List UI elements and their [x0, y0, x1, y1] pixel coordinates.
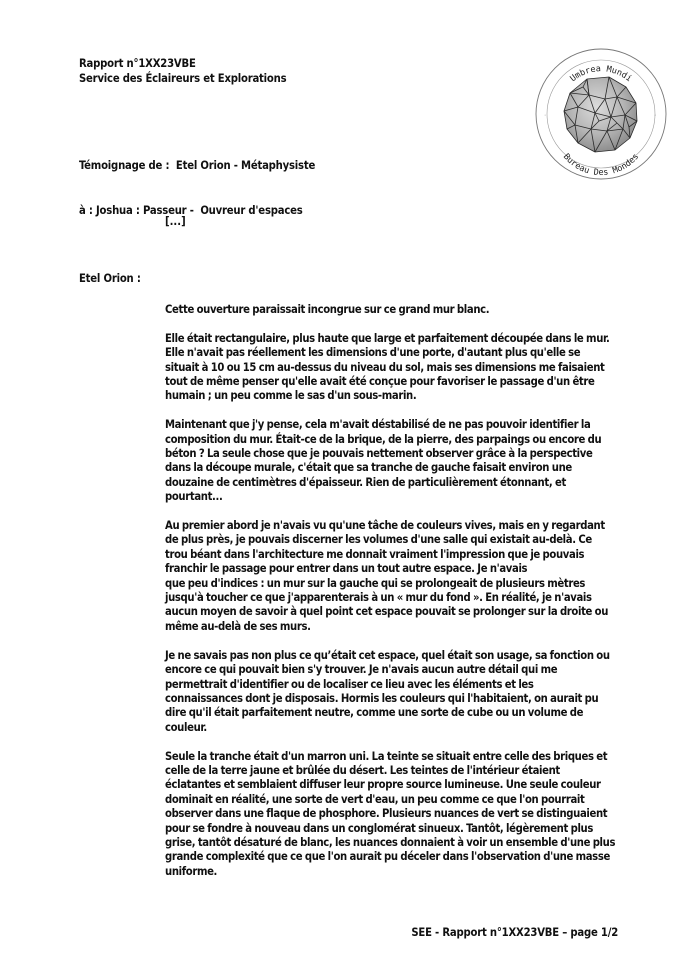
- text-line: observer dans une flaque de phosphore. Plusieurs nuances de vert se distinguaient: [165, 807, 608, 821]
- text-line: Elle était rectangulaire, plus haute que large et parfaitement découpée dans le mur.: [165, 331, 610, 345]
- text-line: jusqu'à toucher ce que j'apparenterais à un « mur du fond ». En réalité, je n'avais: [165, 591, 592, 605]
- text-line: tout de même penser qu'elle avait été conçue pour favoriser le passage d'un être: [165, 375, 595, 389]
- seal-right-dot: ◦: [654, 113, 657, 119]
- paragraph: [165, 332, 620, 404]
- faceted-gem-icon: [564, 77, 637, 152]
- text-line: Maintenant que j'y pense, cela m'avait déstabilisé de ne pas pouvoir identifier la: [165, 418, 591, 432]
- text-line: Seule la tranche était d'un marron uni. La teinte se situait entre celle des briques et: [165, 749, 608, 763]
- text-line: béton ? La seule chose que je pouvais nettement observer grâce à la perspective: [165, 447, 593, 461]
- emblem-top-text: Umbrea Mundi: [568, 64, 634, 85]
- text-line: de plus près, je pouvais discerner les volumes d'une salle qui existait au-delà. Ce: [165, 533, 592, 547]
- text-line: aucun moyen de savoir à quel point cet espace pouvait se prolonger sur la droite ou: [165, 605, 609, 619]
- text-line: même au-delà de ses murs.: [165, 619, 311, 633]
- text-line: Au premier abord je n'avais vu qu'une tâche de couleurs vives, mais en y regardant: [165, 519, 605, 533]
- paragraph: [165, 519, 620, 634]
- page-footer: SEE - Rapport n°1XX23VBE – page 1/2: [411, 926, 618, 939]
- paragraph: [165, 649, 620, 735]
- emblem-bottom-text: Bureau Des Mondes: [560, 151, 642, 178]
- faceted-globe-seal-icon: [533, 43, 669, 185]
- text-line: celle de la terre jaune et brûlée du désert. Les teintes de l'intérieur étaient: [165, 763, 560, 777]
- text-line: couleur.: [165, 720, 207, 734]
- text-line: Je ne savais pas non plus ce qu’était cet espace, quel était son usage, sa fonction ou: [165, 648, 610, 662]
- text-line: grande complexité que ce que l'on aurait pu déceler dans l'observation d'une masse: [165, 850, 610, 864]
- text-line: humain ; un peu comme le sas d'un sous-marin.: [165, 389, 417, 403]
- text-line: Elle n'avait pas réellement les dimensions d'une porte, d'autant plus qu'elle se: [165, 346, 581, 360]
- text-line: Cette ouverture paraissait incongrue sur ce grand mur blanc.: [165, 303, 490, 316]
- text-line: trou béant dans l'architecture me donnait vraiment l'impression que je pouvais: [165, 547, 585, 561]
- text-line: pour se fondre à nouveau dans un conglomérat sinueux. Tantôt, légèrement plus: [165, 821, 594, 835]
- text-line: composition du mur. Était-ce de la brique, de la pierre, des parpaings ou encore du: [165, 432, 602, 446]
- paragraph: [165, 750, 620, 880]
- text-line: grise, tantôt désaturé de blanc, les nuances donnaient à voir un ensemble d'une plus: [165, 835, 616, 849]
- speaker-label: Etel Orion :: [79, 272, 141, 285]
- text-line: connaissances dont je disposais. Hormis les couleurs qui l'habitaient, on aurait pu: [165, 691, 599, 705]
- paragraph: [165, 303, 620, 317]
- service-name: Service des Éclaireurs et Explorations: [79, 72, 287, 85]
- text-line: douzaine de centimètres d'épaisseur. Rien de particulièrement étonnant, et: [165, 475, 566, 489]
- testimony-line: Témoignage de : Etel Orion - Métaphysiste: [79, 159, 316, 172]
- text-line: encore ce qui pouvait bien s'y trouver. Je n'avais aucun autre détail qui me: [165, 663, 558, 677]
- text-line: uniforme.: [165, 864, 218, 878]
- text-line: franchir le passage pour entrer dans un tout autre espace. Je n'avais: [165, 562, 528, 576]
- text-line: situait à 10 ou 15 cm au-dessus du niveau du sol, mais ses dimensions me faisaient: [165, 360, 605, 374]
- report-number: Rapport n°1XX23VBE: [79, 57, 196, 70]
- seal-left-dot: ◦: [544, 113, 547, 119]
- emblem-seal: [533, 43, 669, 185]
- text-line: que peu d'indices : un mur sur la gauche qui se prolongeait de plusieurs mètres: [165, 576, 586, 590]
- text-line: éclatantes et semblaient diffuser leur propre source lumineuse. Une seule couleur: [165, 778, 601, 792]
- witness-info: [79, 128, 315, 233]
- text-line: dire qu'il était parfaitement neutre, comme une sorte de cube ou un volume de: [165, 706, 584, 720]
- testimony-body: [165, 303, 620, 894]
- text-line: permettrait d'identifier ou de localiser ce lieu avec les éléments et les: [165, 677, 534, 691]
- text-line: dans la découpe murale, c'était que sa tranche de gauche faisait environ une: [165, 461, 572, 475]
- elision-marker: [...]: [165, 215, 186, 228]
- recipient-line: à : Joshua : Passeur - Ouvreur d'espaces: [79, 204, 303, 217]
- report-header: [79, 56, 286, 86]
- text-line: dominait en réalité, une sorte de vert d'eau, un peu comme ce que l'on pourrait: [165, 792, 585, 806]
- text-line: pourtant...: [165, 490, 223, 504]
- paragraph: [165, 418, 620, 504]
